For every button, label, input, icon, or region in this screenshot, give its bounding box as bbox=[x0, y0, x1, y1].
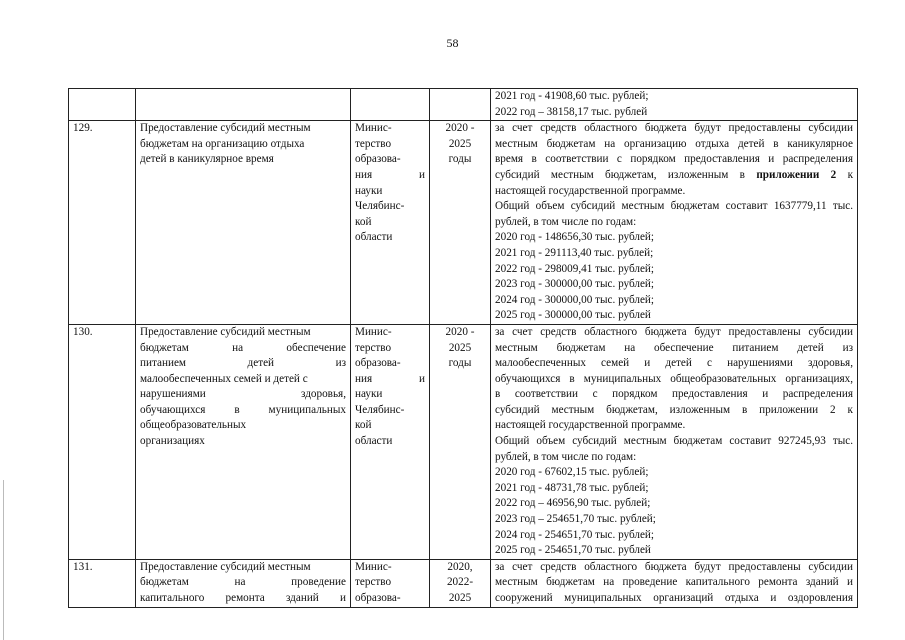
cell-executor bbox=[351, 89, 430, 121]
description-line: субсидий местным бюджетам, изложенным в приложении 2 к bbox=[495, 403, 853, 416]
year-line: 2023 год – 254651,70 тыс. рублей; bbox=[495, 513, 656, 526]
term-line: 2025 bbox=[448, 137, 472, 150]
cell-description bbox=[491, 559, 858, 607]
executor-line: терство bbox=[355, 576, 392, 589]
cell-number: 129. bbox=[69, 121, 136, 325]
year-line: 2021 год - 291113,40 тыс. рублей; bbox=[495, 246, 654, 259]
year-line: 2025 год - 254651,70 тыс. рублей bbox=[495, 544, 651, 557]
description-line: малообеспеченных семей и детей с нарушениями здоровья, bbox=[495, 357, 853, 370]
table-row-129 bbox=[69, 121, 858, 325]
name-line: бюджетам на обеспечение bbox=[140, 341, 346, 354]
term-line: 2025 bbox=[448, 592, 472, 604]
year-line: 2024 год - 254651,70 тыс. рублей; bbox=[495, 528, 655, 541]
name-line: бюджетам на организацию отдыха bbox=[140, 137, 305, 150]
cell-number: 130. bbox=[69, 324, 136, 559]
term-line: годы bbox=[448, 357, 472, 370]
scan-edge-line bbox=[3, 480, 4, 640]
description-text: к bbox=[847, 168, 854, 181]
cell-term bbox=[430, 121, 491, 325]
table-row-130 bbox=[69, 324, 858, 559]
executor-line: Минис- bbox=[355, 560, 392, 573]
cell-term bbox=[430, 324, 491, 559]
total-line: Общий объем субсидий местным бюджетам составит 1637779,11 тыс. bbox=[495, 200, 853, 213]
description-line: за счет средств областного бюджета будут предоставлены субсидии bbox=[495, 560, 853, 573]
term-line: 2025 bbox=[448, 341, 472, 354]
description-line: обучающихся в муниципальных общеобразовательных организациях, bbox=[495, 372, 853, 385]
name-line: общеобразовательных bbox=[140, 419, 247, 432]
description-text: субсидий местным бюджетам, изложенным в bbox=[495, 168, 745, 181]
appendix-reference: приложении 2 bbox=[756, 168, 837, 181]
name-line: Предоставление субсидий местным bbox=[140, 325, 311, 338]
year-line: 2021 год - 41908,60 тыс. рублей; bbox=[495, 90, 649, 102]
cell-number: 131. bbox=[69, 559, 136, 607]
description-line: настоящей государственной программе. bbox=[495, 419, 686, 432]
description-line: местным бюджетам на проведение капитального ремонта зданий и bbox=[495, 576, 853, 589]
name-line: Предоставление субсидий местным bbox=[140, 122, 311, 135]
executor-line: ния и bbox=[355, 168, 425, 181]
executor-line: терство bbox=[355, 341, 392, 354]
name-line: обучающихся в муниципальных bbox=[140, 403, 346, 416]
total-line: Общий объем субсидий местным бюджетам составит 927245,93 тыс. bbox=[495, 435, 853, 448]
cell-term bbox=[430, 89, 491, 121]
name-line: Предоставление субсидий местным bbox=[140, 560, 311, 573]
name-line: капитального ремонта зданий и bbox=[140, 592, 346, 604]
executor-line: Челябинс- bbox=[355, 403, 405, 416]
year-line: 2023 год - 300000,00 тыс. рублей; bbox=[495, 278, 655, 291]
total-line: рублей, в том числе по годам: bbox=[495, 450, 637, 463]
term-line: 2020 - bbox=[445, 122, 475, 135]
description-line: в соответствии с порядком предоставления и распределения bbox=[495, 388, 853, 401]
term-line: 2022- bbox=[446, 576, 474, 589]
cell-term bbox=[430, 559, 491, 607]
description-line bbox=[495, 168, 853, 184]
executor-line: образова- bbox=[355, 153, 401, 166]
executor-line: науки bbox=[355, 184, 383, 197]
cell-description bbox=[491, 121, 858, 325]
executor-line: образова- bbox=[355, 592, 401, 604]
executor-line: Челябинс- bbox=[355, 200, 405, 213]
cell-description bbox=[491, 324, 858, 559]
year-line: 2022 год – 38158,17 тыс. рублей bbox=[495, 105, 648, 118]
name-line: нарушениями здоровья, bbox=[140, 388, 346, 401]
name-line: бюджетам на проведение bbox=[140, 576, 346, 589]
executor-line: Минис- bbox=[355, 325, 392, 338]
cell-name bbox=[136, 121, 351, 325]
year-line: 2024 год - 300000,00 тыс. рублей; bbox=[495, 293, 655, 306]
executor-line: кой bbox=[355, 419, 372, 432]
executor-line: области bbox=[355, 435, 393, 448]
name-line: детей в каникулярное время bbox=[140, 153, 274, 166]
description-line: местным бюджетам на обеспечение питанием детей из bbox=[495, 341, 853, 354]
year-line: 2021 год - 48731,78 тыс. рублей; bbox=[495, 481, 649, 494]
executor-line: науки bbox=[355, 388, 383, 401]
description-line: настоящей государственной программе. bbox=[495, 184, 686, 197]
cell-executor bbox=[351, 324, 430, 559]
cell-executor bbox=[351, 559, 430, 607]
cell-description bbox=[491, 89, 858, 121]
cell-number bbox=[69, 89, 136, 121]
table-row-continued bbox=[69, 89, 858, 121]
name-line: питанием детей из bbox=[140, 357, 346, 370]
total-line: рублей, в том числе по годам: bbox=[495, 215, 637, 228]
year-line: 2022 год - 298009,41 тыс. рублей; bbox=[495, 262, 655, 275]
year-line: 2020 год - 67602,15 тыс. рублей; bbox=[495, 466, 649, 479]
executor-line: области bbox=[355, 231, 393, 244]
year-line: 2022 год – 46956,90 тыс. рублей; bbox=[495, 497, 651, 510]
description-line: время в соответствии с порядком предоставления и распределения bbox=[495, 153, 853, 166]
name-line: малообеспеченных семей и детей с bbox=[140, 372, 308, 385]
description-line: за счет средств областного бюджета будут предоставлены субсидии bbox=[495, 325, 853, 338]
term-line: годы bbox=[448, 153, 472, 166]
cell-executor bbox=[351, 121, 430, 325]
executor-line: терство bbox=[355, 137, 392, 150]
name-line: организациях bbox=[140, 435, 205, 448]
executor-line: кой bbox=[355, 215, 372, 228]
executor-line: образова- bbox=[355, 357, 401, 370]
cell-name bbox=[136, 324, 351, 559]
table-row-131 bbox=[69, 559, 858, 607]
year-line: 2025 год - 300000,00 тыс. рублей bbox=[495, 309, 651, 322]
description-line: за счет средств областного бюджета будут предоставлены субсидии bbox=[495, 122, 853, 135]
cell-name bbox=[136, 89, 351, 121]
term-line: 2020 - bbox=[445, 325, 475, 338]
page-number: 58 bbox=[446, 36, 459, 50]
executor-line: ния и bbox=[355, 372, 425, 385]
term-line: 2020, bbox=[447, 560, 473, 573]
program-table bbox=[68, 88, 858, 608]
year-line: 2020 год - 148656,30 тыс. рублей; bbox=[495, 231, 655, 244]
cell-name bbox=[136, 559, 351, 607]
description-line: сооружений муниципальных организаций отдыха и оздоровления bbox=[495, 592, 853, 604]
description-line: местным бюджетам на организацию отдыха детей в каникулярное bbox=[495, 137, 853, 150]
executor-line: Минис- bbox=[355, 122, 392, 135]
